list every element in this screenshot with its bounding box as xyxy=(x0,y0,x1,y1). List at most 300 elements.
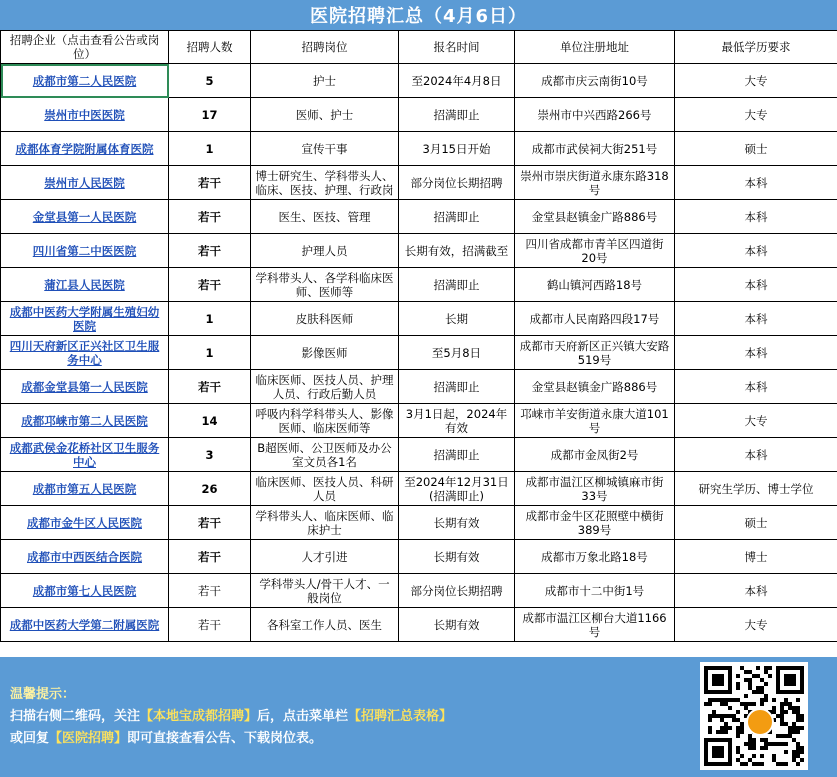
qr-module xyxy=(752,742,756,746)
registered-address: 鹤山镇河西路18号 xyxy=(515,268,675,302)
qr-module xyxy=(796,706,800,710)
header-company: 招聘企业（点击查看公告或岗位） xyxy=(1,31,169,64)
recruit-count: 若干 xyxy=(169,268,251,302)
qr-module xyxy=(776,734,780,738)
qr-module xyxy=(736,674,740,678)
registered-address: 崇州市崇庆街道永康东路318号 xyxy=(515,166,675,200)
apply-time: 至2024年4月8日 xyxy=(399,64,515,98)
qr-module xyxy=(796,726,800,730)
qr-module xyxy=(780,702,784,706)
recruit-count: 若干 xyxy=(169,540,251,574)
qr-module xyxy=(788,726,792,730)
apply-time: 招满即止 xyxy=(399,200,515,234)
qr-finder xyxy=(712,674,724,686)
min-education: 大专 xyxy=(675,404,837,438)
qr-module xyxy=(764,746,768,750)
qr-module xyxy=(736,750,740,754)
recruit-count: 若干 xyxy=(169,574,251,608)
qr-module xyxy=(748,738,752,742)
qr-module xyxy=(780,714,784,718)
qr-module xyxy=(744,678,748,682)
qr-module xyxy=(792,710,796,714)
min-education: 博士 xyxy=(675,540,837,574)
qr-module xyxy=(728,726,732,730)
qr-module xyxy=(708,698,712,702)
qr-module xyxy=(796,718,800,722)
company-link[interactable]: 成都邛崃市第二人民医院 xyxy=(1,404,169,438)
qr-module xyxy=(708,726,712,730)
qr-module xyxy=(756,762,760,766)
recruit-count: 1 xyxy=(169,302,251,336)
qr-module xyxy=(740,702,744,706)
table-row xyxy=(1,608,837,642)
qr-module xyxy=(748,742,752,746)
recruit-position: 学科带头人/骨干人才、一般岗位 xyxy=(251,574,399,608)
qr-module xyxy=(764,698,768,702)
qr-module xyxy=(752,762,756,766)
qr-module xyxy=(708,730,712,734)
qr-module xyxy=(784,742,788,746)
qr-module xyxy=(728,706,732,710)
qr-code-icon[interactable] xyxy=(700,662,808,770)
notice-highlight: 【招聘汇总表格】 xyxy=(348,709,453,724)
qr-module xyxy=(768,666,772,670)
qr-module xyxy=(764,738,768,742)
company-link[interactable]: 成都金堂县第一人民医院 xyxy=(1,370,169,404)
company-link[interactable]: 成都市第七人民医院 xyxy=(1,574,169,608)
qr-module xyxy=(716,714,720,718)
qr-module xyxy=(744,762,748,766)
notice-text: 即可直接查看公告、下载岗位表。 xyxy=(127,731,323,746)
recruit-position: 临床医师、医技人员、科研人员 xyxy=(251,472,399,506)
qr-module xyxy=(764,670,768,674)
recruit-position: 医师、护士 xyxy=(251,98,399,132)
qr-module xyxy=(792,738,796,742)
recruit-position: 护理人员 xyxy=(251,234,399,268)
qr-module xyxy=(736,758,740,762)
recruit-count: 若干 xyxy=(169,608,251,642)
qr-module xyxy=(704,702,708,706)
qr-module xyxy=(772,698,776,702)
header-address: 单位注册地址 xyxy=(515,31,675,64)
qr-module xyxy=(740,730,744,734)
qr-module xyxy=(796,746,800,750)
qr-module xyxy=(800,746,804,750)
qr-module xyxy=(740,666,744,670)
qr-module xyxy=(780,718,784,722)
company-link[interactable]: 成都体育学院附属体育医院 xyxy=(1,132,169,166)
qr-module xyxy=(724,722,728,726)
notice-line-1 xyxy=(10,705,452,724)
qr-module xyxy=(800,718,804,722)
recruit-position: 影像医师 xyxy=(251,336,399,370)
qr-module xyxy=(752,746,756,750)
qr-module xyxy=(760,754,764,758)
company-link[interactable]: 成都市第五人民医院 xyxy=(1,472,169,506)
qr-module xyxy=(760,702,764,706)
qr-module xyxy=(744,706,748,710)
qr-module xyxy=(748,682,752,686)
qr-module xyxy=(796,714,800,718)
recruit-position: 博士研究生、学科带头人、临床、医技、护理、行政岗 xyxy=(251,166,399,200)
company-link[interactable]: 成都市金牛区人民医院 xyxy=(1,506,169,540)
table-row xyxy=(1,370,837,404)
min-education: 硕士 xyxy=(675,132,837,166)
recruit-position: 学科带头人、临床医师、临床护士 xyxy=(251,506,399,540)
qr-module xyxy=(748,670,752,674)
qr-module xyxy=(748,746,752,750)
recruit-count: 若干 xyxy=(169,234,251,268)
qr-module xyxy=(792,754,796,758)
qr-module xyxy=(788,730,792,734)
qr-module xyxy=(740,762,744,766)
table-row xyxy=(1,132,837,166)
recruit-count: 3 xyxy=(169,438,251,472)
recruit-count: 17 xyxy=(169,98,251,132)
recruit-position: 护士 xyxy=(251,64,399,98)
recruit-position: 皮肤科医师 xyxy=(251,302,399,336)
qr-module xyxy=(768,674,772,678)
qr-module xyxy=(760,738,764,742)
qr-module xyxy=(780,742,784,746)
qr-module xyxy=(724,714,728,718)
qr-module xyxy=(768,742,772,746)
header-count: 招聘人数 xyxy=(169,31,251,64)
qr-module xyxy=(800,714,804,718)
apply-time: 长期 xyxy=(399,302,515,336)
qr-module xyxy=(748,758,752,762)
qr-module xyxy=(784,750,788,754)
recruit-position: 人才引进 xyxy=(251,540,399,574)
qr-module xyxy=(784,710,788,714)
company-link[interactable]: 蒲江县人民医院 xyxy=(1,268,169,302)
qr-module xyxy=(724,698,728,702)
company-link[interactable]: 成都市中西医结合医院 xyxy=(1,540,169,574)
qr-module xyxy=(772,754,776,758)
registered-address: 成都市武侯祠大街251号 xyxy=(515,132,675,166)
qr-module xyxy=(784,734,788,738)
table-row xyxy=(1,404,837,438)
registered-address: 邛崃市羊安街道永康大道101号 xyxy=(515,404,675,438)
qr-module xyxy=(736,686,740,690)
company-link[interactable]: 金堂县第一人民医院 xyxy=(1,200,169,234)
registered-address: 成都市人民南路四段17号 xyxy=(515,302,675,336)
qr-module xyxy=(740,754,744,758)
min-education: 大专 xyxy=(675,98,837,132)
registered-address: 成都市温江区柳台大道1166号 xyxy=(515,608,675,642)
qr-module xyxy=(780,762,784,766)
qr-module xyxy=(728,714,732,718)
registered-address: 成都市温江区柳城镇麻市街33号 xyxy=(515,472,675,506)
registered-address: 成都市庆云南街10号 xyxy=(515,64,675,98)
apply-time: 至5月8日 xyxy=(399,336,515,370)
notice-label: 温馨提示： xyxy=(10,687,76,702)
min-education: 硕士 xyxy=(675,506,837,540)
qr-module xyxy=(736,726,740,730)
qr-module xyxy=(792,750,796,754)
min-education: 本科 xyxy=(675,336,837,370)
qr-module xyxy=(792,706,796,710)
qr-module xyxy=(756,690,760,694)
min-education: 本科 xyxy=(675,234,837,268)
apply-time: 招满即止 xyxy=(399,268,515,302)
company-link[interactable]: 四川省第二中医医院 xyxy=(1,234,169,268)
registered-address: 成都市天府新区正兴镇大安路519号 xyxy=(515,336,675,370)
qr-module xyxy=(748,702,752,706)
qr-module xyxy=(724,726,728,730)
table-row xyxy=(1,64,837,98)
company-link[interactable]: 崇州市人民医院 xyxy=(1,166,169,200)
table-row xyxy=(1,472,837,506)
qr-module xyxy=(760,686,764,690)
min-education: 本科 xyxy=(675,438,837,472)
company-link[interactable]: 成都中医药大学第二附属医院 xyxy=(1,608,169,642)
qr-module xyxy=(732,698,736,702)
qr-module xyxy=(732,718,736,722)
table-row xyxy=(1,506,837,540)
qr-module xyxy=(728,698,732,702)
qr-module xyxy=(736,682,740,686)
qr-module xyxy=(764,694,768,698)
recruit-position: 学科带头人、各学科临床医师、医师等 xyxy=(251,268,399,302)
qr-module xyxy=(752,754,756,758)
registered-address: 崇州市中兴西路266号 xyxy=(515,98,675,132)
apply-time: 3月15日开始 xyxy=(399,132,515,166)
qr-module xyxy=(712,714,716,718)
qr-module xyxy=(756,674,760,678)
qr-module xyxy=(720,698,724,702)
qr-module xyxy=(716,698,720,702)
registered-address: 成都市金凤街2号 xyxy=(515,438,675,472)
apply-time: 至2024年12月31日(招满即止) xyxy=(399,472,515,506)
qr-module xyxy=(752,702,756,706)
qr-module xyxy=(740,726,744,730)
qr-module xyxy=(796,762,800,766)
recruit-count: 1 xyxy=(169,132,251,166)
qr-module xyxy=(752,738,756,742)
recruit-position: 各科室工作人员、医生 xyxy=(251,608,399,642)
qr-module xyxy=(764,742,768,746)
qr-module xyxy=(736,698,740,702)
qr-module xyxy=(760,678,764,682)
recruit-count: 14 xyxy=(169,404,251,438)
recruit-position: 医生、医技、管理 xyxy=(251,200,399,234)
qr-module xyxy=(800,758,804,762)
qr-module xyxy=(736,734,740,738)
registered-address: 成都市万象北路18号 xyxy=(515,540,675,574)
min-education: 本科 xyxy=(675,200,837,234)
qr-module xyxy=(712,710,716,714)
qr-module xyxy=(792,722,796,726)
qr-module xyxy=(720,714,724,718)
header-position: 招聘岗位 xyxy=(251,31,399,64)
qr-module xyxy=(748,678,752,682)
recruit-count: 26 xyxy=(169,472,251,506)
qr-module xyxy=(800,750,804,754)
min-education: 大专 xyxy=(675,608,837,642)
qr-module xyxy=(708,714,712,718)
qr-module xyxy=(736,710,740,714)
qr-module xyxy=(720,726,724,730)
apply-time: 长期有效，招满截至 xyxy=(399,234,515,268)
qr-module xyxy=(716,730,720,734)
qr-module xyxy=(784,722,788,726)
table-row xyxy=(1,234,837,268)
apply-time: 长期有效 xyxy=(399,506,515,540)
qr-module xyxy=(724,702,728,706)
apply-time: 部分岗位长期招聘 xyxy=(399,166,515,200)
company-link[interactable]: 四川天府新区正兴社区卫生服务中心 xyxy=(1,336,169,370)
recruitment-table xyxy=(0,30,837,642)
min-education: 本科 xyxy=(675,268,837,302)
qr-module xyxy=(720,702,724,706)
recruit-count: 若干 xyxy=(169,166,251,200)
qr-module xyxy=(752,674,756,678)
apply-time: 招满即止 xyxy=(399,438,515,472)
notice-text: 或回复 xyxy=(10,731,50,746)
notice-highlight: 【本地宝成都招聘】 xyxy=(140,709,258,724)
table-row xyxy=(1,268,837,302)
apply-time: 3月1日起，2024年有效 xyxy=(399,404,515,438)
qr-module xyxy=(748,734,752,738)
company-link[interactable]: 成都武侯金花桥社区卫生服务中心 xyxy=(1,438,169,472)
page-title: 医院招聘汇总（4月6日） xyxy=(0,0,837,30)
recruit-count: 若干 xyxy=(169,506,251,540)
registered-address: 四川省成都市青羊区四道街20号 xyxy=(515,234,675,268)
qr-module xyxy=(720,730,724,734)
qr-module xyxy=(736,746,740,750)
qr-module xyxy=(780,706,784,710)
qr-module xyxy=(744,670,748,674)
header-education: 最低学历要求 xyxy=(675,31,837,64)
qr-module xyxy=(792,758,796,762)
recruit-count: 若干 xyxy=(169,370,251,404)
registered-address: 金堂县赵镇金广路886号 xyxy=(515,200,675,234)
qr-module xyxy=(780,710,784,714)
qr-module xyxy=(788,734,792,738)
qr-module xyxy=(764,666,768,670)
apply-time: 长期有效 xyxy=(399,540,515,574)
qr-module xyxy=(792,726,796,730)
qr-module xyxy=(792,730,796,734)
apply-time: 招满即止 xyxy=(399,370,515,404)
qr-module xyxy=(748,686,752,690)
qr-module xyxy=(744,702,748,706)
qr-finder xyxy=(712,746,724,758)
qr-module xyxy=(796,750,800,754)
table-row xyxy=(1,166,837,200)
qr-module xyxy=(772,706,776,710)
qr-module xyxy=(744,742,748,746)
qr-module xyxy=(708,702,712,706)
apply-time: 长期有效 xyxy=(399,608,515,642)
qr-logo-icon xyxy=(746,708,774,736)
qr-module xyxy=(776,742,780,746)
qr-module xyxy=(760,746,764,750)
qr-module xyxy=(752,690,756,694)
apply-time: 部分岗位长期招聘 xyxy=(399,574,515,608)
qr-module xyxy=(760,690,764,694)
qr-module xyxy=(708,718,712,722)
qr-module xyxy=(732,714,736,718)
qr-module xyxy=(780,734,784,738)
qr-module xyxy=(784,762,788,766)
qr-module xyxy=(724,730,728,734)
qr-module xyxy=(744,694,748,698)
table-row xyxy=(1,302,837,336)
qr-module xyxy=(772,710,776,714)
header-time: 报名时间 xyxy=(399,31,515,64)
qr-module xyxy=(796,754,800,758)
qr-module xyxy=(776,762,780,766)
recruit-count: 1 xyxy=(169,336,251,370)
qr-module xyxy=(740,722,744,726)
recruit-count: 5 xyxy=(169,64,251,98)
table-header-row xyxy=(1,31,837,64)
table-row xyxy=(1,200,837,234)
qr-finder xyxy=(784,674,796,686)
notice-text: 后，点击菜单栏 xyxy=(257,709,349,724)
qr-module xyxy=(796,710,800,714)
notice-text: 扫描右侧二维码，关注 xyxy=(10,709,141,724)
qr-module xyxy=(760,698,764,702)
apply-time: 招满即止 xyxy=(399,98,515,132)
qr-module xyxy=(764,682,768,686)
qr-module xyxy=(796,742,800,746)
recruit-position: 宣传干事 xyxy=(251,132,399,166)
recruit-position: 临床医师、医技人员、护理人员、行政后勤人员 xyxy=(251,370,399,404)
qr-module xyxy=(736,718,740,722)
recruit-count: 若干 xyxy=(169,200,251,234)
min-education: 本科 xyxy=(675,302,837,336)
min-education: 大专 xyxy=(675,64,837,98)
qr-module xyxy=(736,730,740,734)
qr-module xyxy=(784,698,788,702)
registered-address: 成都市十二中街1号 xyxy=(515,574,675,608)
notice-line-2 xyxy=(10,727,322,746)
qr-module xyxy=(800,726,804,730)
recruit-position: 呼吸内科学科带头人、影像医师、临床医师等 xyxy=(251,404,399,438)
table-row xyxy=(1,438,837,472)
qr-module xyxy=(756,666,760,670)
registered-address: 金堂县赵镇金广路886号 xyxy=(515,370,675,404)
qr-module xyxy=(796,730,800,734)
qr-module xyxy=(788,706,792,710)
qr-module xyxy=(780,722,784,726)
recruit-position: B超医师、公卫医师及办公室文员各1名 xyxy=(251,438,399,472)
registered-address: 成都市金牛区花照壁中横街389号 xyxy=(515,506,675,540)
qr-module xyxy=(760,762,764,766)
qr-module xyxy=(772,758,776,762)
company-link[interactable]: 崇州市中医医院 xyxy=(1,98,169,132)
min-education: 本科 xyxy=(675,166,837,200)
company-link[interactable]: 成都市第二人民医院 xyxy=(1,64,169,98)
table-row xyxy=(1,574,837,608)
qr-module xyxy=(796,698,800,702)
qr-module xyxy=(776,714,780,718)
qr-module xyxy=(720,718,724,722)
table-row xyxy=(1,540,837,574)
notice-highlight: 【医院招聘】 xyxy=(49,731,128,746)
min-education: 本科 xyxy=(675,370,837,404)
qr-module xyxy=(784,702,788,706)
table-row xyxy=(1,98,837,132)
min-education: 本科 xyxy=(675,574,837,608)
qr-module xyxy=(756,686,760,690)
qr-module xyxy=(772,742,776,746)
table-row xyxy=(1,336,837,370)
company-link[interactable]: 成都中医药大学附属生殖妇幼医院 xyxy=(1,302,169,336)
